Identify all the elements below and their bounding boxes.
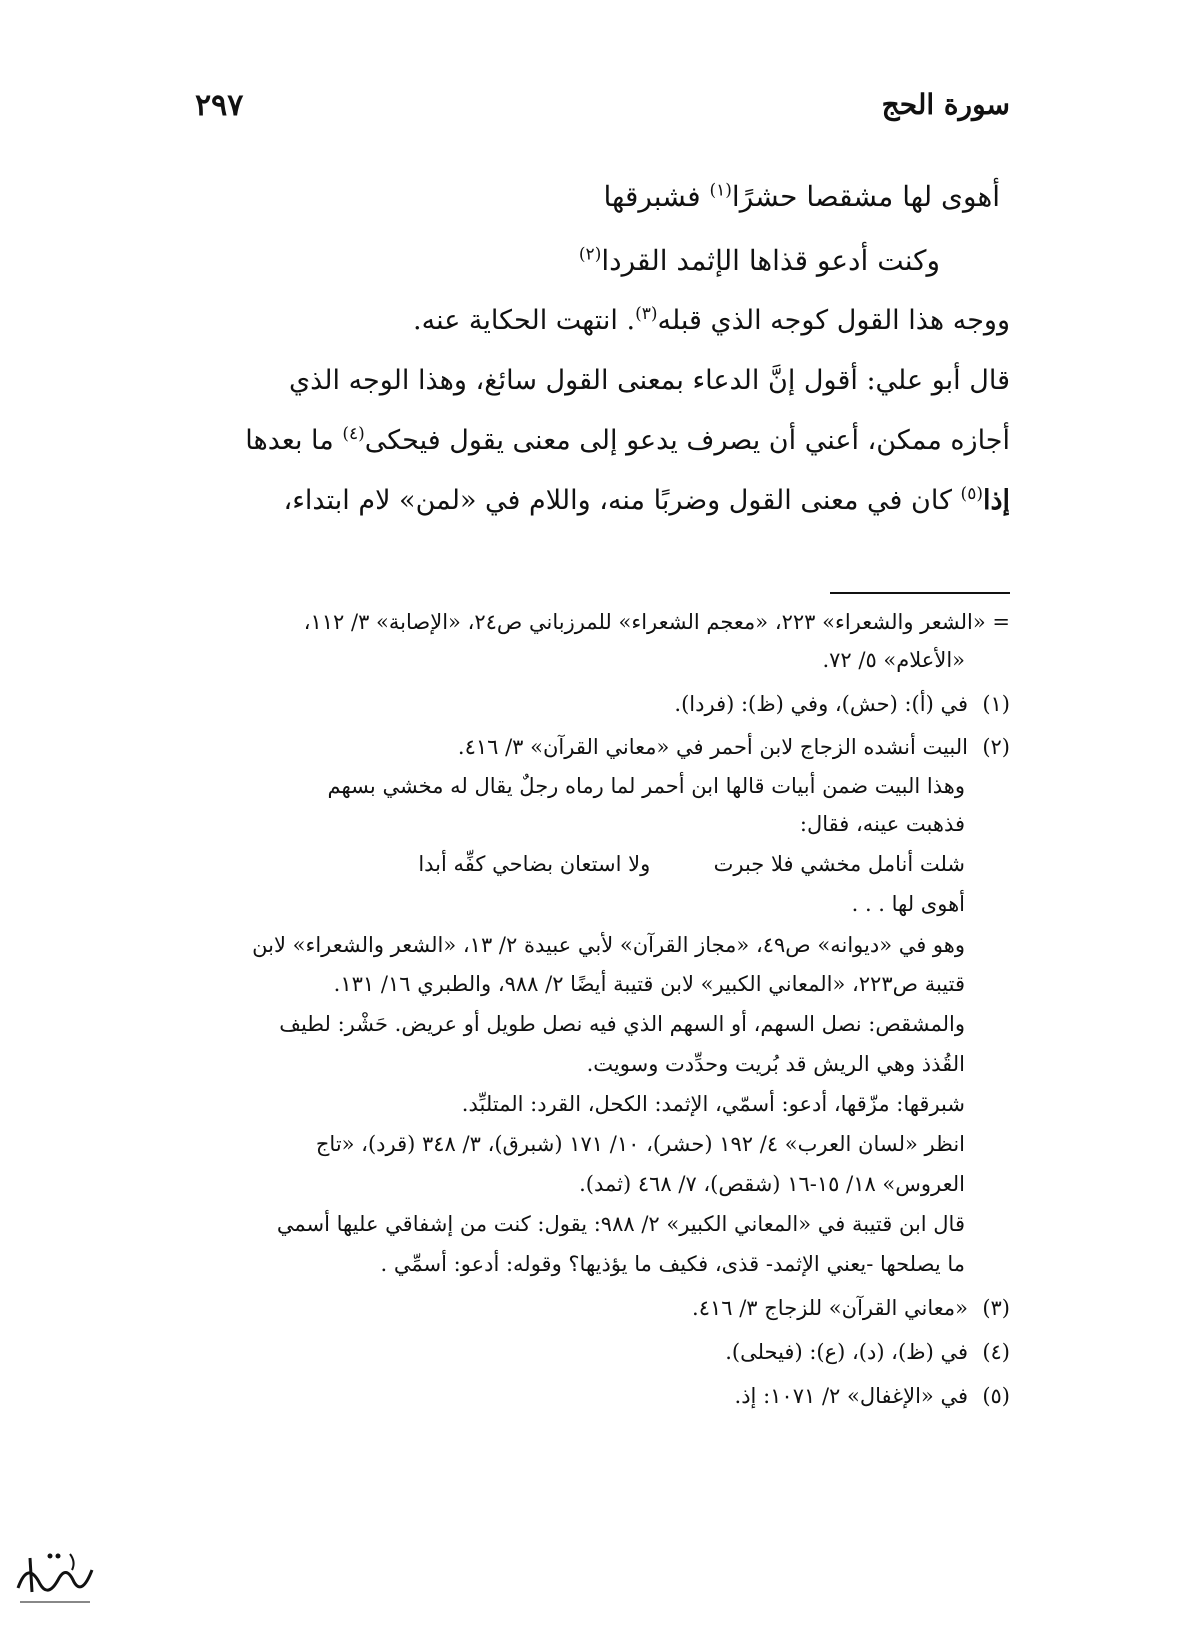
footnote-2-line-m: ما يصلحها -يعني الإثمد- قذى، فكيف ما يؤذيها؟ وقوله: أدعو: أسمِّي . (380, 1252, 965, 1276)
footnote-2-line-d: أهوى لها . . . (851, 892, 965, 916)
footnote-ref-3: (٣) (635, 304, 658, 324)
footnote-2-line-h: القُذذ وهي الريش قد بُريت وحدِّدت وسويت. (586, 1052, 965, 1076)
poem-line-2-text: وكنت أدعو قذاها الإثمد القردا (601, 244, 940, 277)
footnote-ref-5: (٥) (960, 484, 983, 504)
footnote-2-line-b: وهذا البيت ضمن أبيات قالها ابن أحمر لما رماه رجلٌ يقال له مخشي بسهم (327, 774, 965, 798)
body-line-1-end: . انتهت الحكاية عنه. (413, 305, 636, 336)
footnote-2-verse-first: شلت أنامل مخشي فلا جبرت (713, 852, 965, 876)
body-line-2: قال أبو علي: أقول إنَّ الدعاء بمعنى القول سائغ، وهذا الوجه الذي (288, 365, 1010, 396)
footnote-2-line-c: فذهبت عينه، فقال: (799, 812, 965, 836)
footnote-2-line-i: شبرقها: مزّقها، أدعو: أسمّي، الإثمد: الكحل، القرد: المتلبِّد. (461, 1092, 965, 1116)
footnote-2-verse-second: ولا استعان بضاحي كفِّه أبدا (418, 852, 651, 876)
footnote-ref-4: (٤) (342, 424, 365, 444)
footnote-divider (830, 592, 1010, 594)
footnote-2-line-j: انظر «لسان العرب» ٤/ ١٩٢ (حشر)، ١٠/ ١٧١ (شبرق)، ٣/ ٣٤٨ (قرد)، «تاج (315, 1132, 965, 1156)
footnote-3 (692, 1296, 1010, 1321)
footnote-ref-1: (١) (709, 180, 732, 201)
poem-line-1-end: فشبرقها (603, 180, 701, 213)
footnote-2-text: البيت أنشده الزجاج لابن أحمر في «معاني القرآن» ٣/ ٤١٦. (457, 735, 968, 759)
footnote-2-line-k: العروس» ١٨/ ١٥-١٦ (شقص)، ٧/ ٤٦٨ (ثمد). (579, 1172, 965, 1196)
watermark-logo (10, 1540, 100, 1615)
poem-line-2 (579, 244, 940, 277)
body-line-1 (413, 305, 1010, 336)
footnote-continued-2: «الأعلام» ٥/ ٧٢. (822, 648, 965, 672)
body-line-4-end: كان في معنى القول وضربًا منه، واللام في «لمن» لام ابتداء، (283, 485, 961, 516)
footnote-1-number: (١) (982, 692, 1010, 716)
footnote-5 (735, 1384, 1010, 1409)
footnote-2-verse (418, 852, 965, 877)
footnote-continued-1: = «الشعر والشعراء» ٢٢٣، «معجم الشعراء» للمرزباني ص٢٤، «الإصابة» ٣/ ١١٢، (303, 610, 1010, 634)
footnote-3-number: (٣) (982, 1296, 1010, 1320)
body-line-3 (245, 425, 1010, 456)
page-title: سورة الحج (881, 88, 1010, 121)
body-line-1-text: ووجه هذا القول كوجه الذي قبله (657, 305, 1010, 336)
footnote-ref-2: (٢) (578, 244, 602, 265)
footnote-3-text: «معاني القرآن» للزجاج ٣/ ٤١٦. (692, 1296, 968, 1320)
footnote-2-line-l: قال ابن قتيبة في «المعاني الكبير» ٢/ ٩٨٨: يقول: كنت من إشفاقي عليها أسمي (276, 1212, 965, 1236)
footnote-1-text: في (أ): (حش)، وفي (ظ): (فردا). (674, 692, 968, 716)
body-line-4 (284, 485, 1010, 516)
page-number: ٢٩٧ (195, 88, 244, 123)
footnote-2-line-g: والمشقص: نصل السهم، أو السهم الذي فيه نصل طويل أو عريض. حَشْر: لطيف (279, 1012, 965, 1036)
footnote-2-number: (٢) (982, 735, 1010, 759)
footnote-4-number: (٤) (982, 1340, 1010, 1364)
footnote-4-text: في (ظ)، (د)، (ع): (فيحلى). (725, 1340, 968, 1364)
body-line-3-text: أجازه ممكن، أعني أن يصرف يدعو إلى معنى يقول فيحكى (364, 425, 1010, 456)
calligraphy-logo-icon (10, 1540, 100, 1615)
body-line-4-text: إذا (982, 485, 1010, 516)
footnote-5-text: في «الإغفال» ٢/ ١٠٧١: إذ. (734, 1384, 968, 1408)
poem-line-1-text: أهوى لها مشقصا حشرًا (731, 180, 1000, 213)
footnote-2-line-e: وهو في «ديوانه» ص٤٩، «مجاز القرآن» لأبي عبيدة ٢/ ١٣، «الشعر والشعراء» لابن (252, 933, 965, 957)
footnote-1 (674, 692, 1010, 717)
footnote-2 (458, 735, 1010, 760)
body-line-3-end: ما بعدها (245, 425, 343, 456)
footnote-4 (725, 1340, 1010, 1365)
page-header (0, 88, 1185, 138)
poem-line-1 (604, 180, 1001, 213)
footnote-2-line-f: قتيبة ص٢٢٣، «المعاني الكبير» لابن قتيبة أيضًا ٢/ ٩٨٨، والطبري ١٦/ ١٣١. (333, 972, 965, 996)
footnote-5-number: (٥) (982, 1384, 1010, 1408)
